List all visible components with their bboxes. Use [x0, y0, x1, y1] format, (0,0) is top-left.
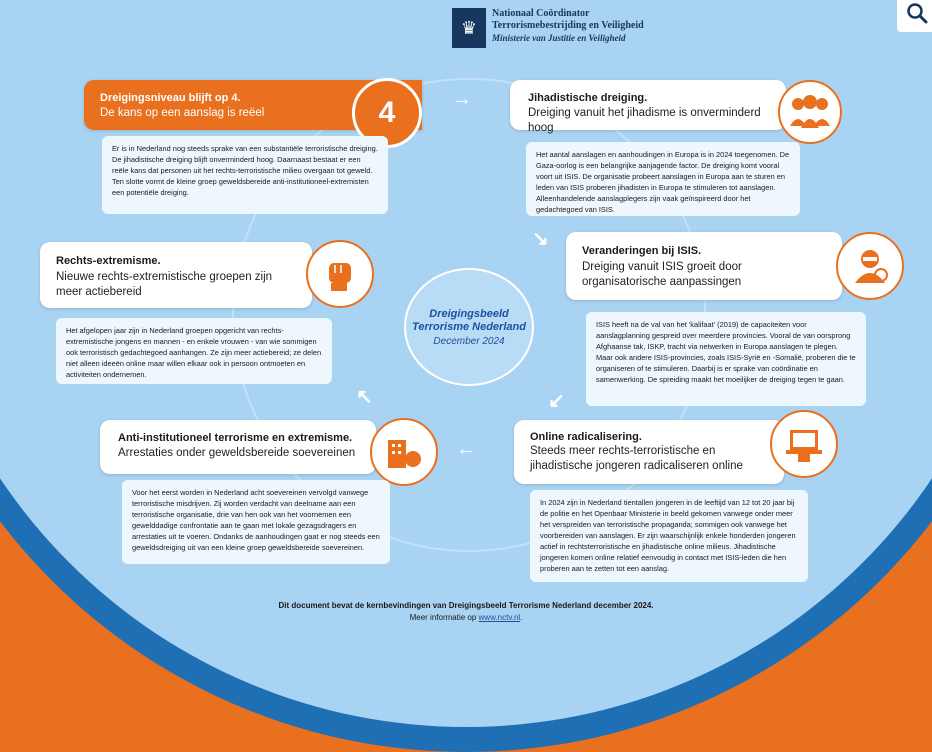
anti-card [100, 420, 376, 474]
level-subtitle: De kans op een aanslag is reëel [100, 107, 265, 119]
anti-title: Anti-institutioneel terrorisme en extremisme. [118, 432, 353, 444]
level-number: 4 [378, 96, 396, 129]
logo-line-1: Nationaal Coördinator [492, 8, 590, 19]
rechts-subtitle: Nieuwe rechts-extremistische groepen zijn meer actiebereid [56, 271, 273, 298]
footer-more-info: Meer informatie op www.nctv.nl. [409, 613, 523, 622]
nctv-link[interactable]: www.nctv.nl [478, 613, 521, 622]
jihad-title: Jihadistische dreiging. [528, 92, 648, 104]
online-icon-circle [770, 410, 838, 478]
search-button[interactable] [897, 0, 932, 32]
rechts-icon-circle [306, 240, 374, 308]
isis-subtitle: Dreiging vanuit ISIS groeit door organisatorische aanpassingen [582, 261, 742, 288]
anti-subtitle: Arrestaties onder geweldsbereide soevereinen [118, 447, 356, 459]
online-title: Online radicalisering. [530, 431, 642, 443]
fist-icon [321, 255, 359, 293]
isis-card [566, 232, 842, 300]
logo-line-3: Ministerie van Justitie en Veiligheid [492, 33, 626, 43]
arrow-left: ← [456, 438, 476, 460]
arrow-down-left: ↙ [548, 390, 565, 412]
arrow-up-left: ↖ [356, 386, 373, 408]
jihad-subtitle: Dreiging vanuit het jihadisme is onverminderd hoog [528, 107, 761, 134]
logo-line-2: Terrorismebestrijding en Veiligheid [492, 20, 644, 31]
laptop-hand-icon [784, 424, 824, 464]
online-body: In 2024 zijn in Nederland tientallen jongeren in de leeftijd van 12 tot 20 jaar bij de politie en het Openbaar Ministerie in beeld gekomen vanwege onder meer het verspreiden van terroristische propaganda; sommigen ook vanwege het voorbereiden van aanslagen. Er zijn waarschijnlijk enkele honderden jongeren actief in rechtsterroristische en jihadistische online milieus. Jihadistische jongeren komen online relatief eenvoudig in contact met ISIS-leden die hen proberen aan te zetten tot een aanslag. [530, 490, 808, 582]
rechts-title: Rechts-extremisme. [56, 255, 161, 267]
isis-body: ISIS heeft na de val van het 'kalifaat' (2019) de capaciteiten voor aanslagplanning gespreid over meerdere provincies. Vooral de van oorsprong Afghaanse tak, ISKP, tracht via netwerken in Europa aanslagen te plegen. Maar ook andere ISIS-provincies, zoals ISIS-Syrië en -Somalië, proberen die te organiseren of te stimuleren. Daarbij is er sprake van coördinatie en samenwerking. De spreiding maakt het moeilijker de dreiging tegen te gaan. [586, 312, 866, 406]
coat-of-arms-icon: ♛ [452, 8, 486, 48]
footer-summary: Dit document bevat de kernbevindingen van Dreigingsbeeld Terrorisme Nederland december 2024. [278, 601, 654, 610]
online-card [514, 420, 784, 484]
masked-person-icon [849, 245, 891, 287]
anti-body: Voor het eerst worden in Nederland acht soevereinen vervolgd vanwege terroristische misdrijven. Zij worden verdacht van deelname aan een terroristische organisatie, drie van hen ook van het voornemen een gewelddadige confrontatie aan te gaan met lokale gezagsdragers en arrestaties uit te voeren. Ondanks de aanhoudingen gaat er nog steeds een geweldsdreiging uit van een kleine groep geweldsbereide soevereinen. [122, 480, 390, 564]
center-date: December 2024 [433, 335, 505, 347]
building-fist-icon [384, 432, 424, 472]
level-body: Er is in Nederland nog steeds sprake van een substantiële terroristische dreiging. De jihadistische dreiging blijft onverminderd hoog. Daarnaast bestaat er een reële kans dat personen uit het rechts-terroristische milieu overgaan tot geweld. Ten slotte vormt de kleine groep geweldsbereide anti-institutioneel-extremisten een potentiële dreiging. [102, 136, 388, 214]
isis-icon-circle [836, 232, 904, 300]
group-icon [788, 92, 832, 132]
arrow-down-right: ↘ [532, 228, 549, 250]
online-subtitle: Steeds meer rechts-terroristische en jihadistische jongeren radicaliseren online [530, 445, 743, 472]
level-title: Dreigingsniveau blijft op 4. [100, 92, 241, 104]
footer-more-prefix: Meer informatie op [409, 613, 477, 622]
jihad-card [510, 80, 786, 134]
nctv-logo[interactable] [452, 8, 644, 48]
search-icon [906, 2, 928, 24]
jihad-icon-circle [778, 80, 842, 144]
rechts-card [40, 242, 312, 308]
isis-title: Veranderingen bij ISIS. [582, 245, 702, 257]
center-title [404, 268, 534, 386]
center-line-1: Dreigingsbeeld [429, 307, 509, 320]
rechts-body: Het afgelopen jaar zijn in Nederland groepen opgericht van rechts-extremistische jongens en mannen - en enkele vrouwen - van wie sommigen ook terroristisch gedachtegoed aanhangen. Ze zijn meer actiebereid; ze delen niet alleen ideeën online maar willen elkaar ook in persoon ontmoeten en activiteiten ondernemen. [56, 318, 332, 384]
center-line-2: Terrorisme Nederland [412, 320, 526, 333]
jihad-body: Het aantal aanslagen en aanhoudingen in Europa is in 2024 toegenomen. De Gaza-oorlog is een belangrijke aanjagende factor. De dreiging komt vooral voort uit ISIS. De organisatie probeert aanslagen in Europa aan te sturen en leden van ISIS proberen jihadisten in Europa te stimuleren tot aanslagen. Alleenhandelende aanslagplegers zijn vaak geïnspireerd door het gedachtegoed van ISIS. [526, 142, 800, 216]
anti-icon-circle [370, 418, 438, 486]
arrow-right: → [452, 88, 472, 110]
footer [0, 601, 932, 622]
